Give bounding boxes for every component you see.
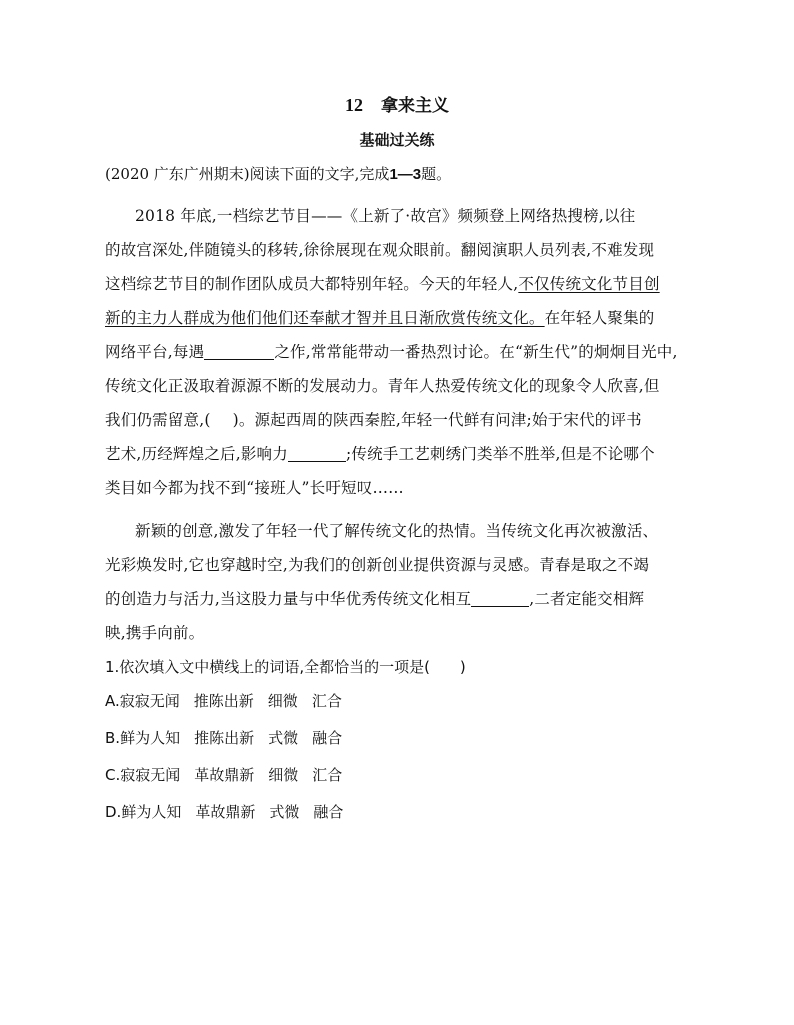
- passage-line: 映,携手向前。: [105, 624, 205, 642]
- page-title: [0, 91, 794, 116]
- passage-line: 2018 年底,一档综艺节目——《上新了·故宫》频频登上网络热搜榜,以往: [135, 207, 636, 225]
- passage-line: 我们仍需留意,( )。源起西周的陕西秦腔,年轻一代鲜有问津;始于宋代的评书: [105, 411, 642, 429]
- passage-line: 传统文化正汲取着源源不断的发展动力。青年人热爱传统文化的现象令人欣喜,但: [105, 377, 660, 395]
- option-d[interactable]: D.鲜为人知 革故鼎新 式微 融合: [105, 803, 344, 821]
- question-stem: 1.依次填入文中横线上的词语,全都恰当的一项是( ): [105, 658, 466, 676]
- passage-line: 的创造力与活力,当这股力量与中华优秀传统文化相互 ,二者定能交相辉: [105, 590, 645, 608]
- passage-line: 类目如今都为找不到“接班人”长吁短叹……: [105, 479, 404, 497]
- section-subtitle: 基础过关练: [359, 131, 435, 149]
- answer-blank[interactable]: [204, 344, 274, 361]
- answer-blank[interactable]: [471, 591, 529, 608]
- passage-line: 的故宫深处,伴随镜头的移转,徐徐展现在观众眼前。翻阅演职人员列表,不难发现: [105, 241, 655, 259]
- underlined-sentence: 不仅传统文化节目创: [518, 275, 660, 293]
- lesson-title: 拿来主义: [381, 96, 449, 116]
- answer-blank[interactable]: [288, 446, 346, 463]
- passage-line: 网络平台,每遇 之作,常常能带动一番热烈讨论。在“新生代”的炯炯目光中,: [105, 343, 678, 361]
- passage-line: 光彩焕发时,它也穿越时空,为我们的创新创业提供资源与灵感。青春是取之不竭: [105, 556, 650, 574]
- option-c[interactable]: C.寂寂无闻 革故鼎新 细微 汇合: [105, 766, 343, 784]
- passage-line: 艺术,历经辉煌之后,影响力 ;传统手工艺刺绣门类举不胜举,但是不论哪个: [105, 445, 655, 463]
- passage-line: 新颖的创意,激发了年轻一代了解传统文化的热情。当传统文化再次被激活、: [135, 522, 659, 540]
- passage-line: 这档综艺节目的制作团队成员大都特别年轻。今天的年轻人,不仅传统文化节目创: [105, 275, 660, 293]
- passage-line: 新的主力人群成为他们他们还奉献才智并且日渐欣赏传统文化。在年轻人聚集的: [105, 309, 655, 327]
- lesson-number: 12: [345, 95, 363, 115]
- option-b[interactable]: B.鲜为人知 推陈出新 式微 融合: [105, 729, 343, 747]
- underlined-sentence: 新的主力人群成为他们他们还奉献才智并且日渐欣赏传统文化。: [105, 309, 545, 327]
- instruction: (2020 广东广州期末)阅读下面的文字,完成1—3题。: [105, 165, 452, 183]
- source-note: (2020 广东广州期末): [105, 165, 250, 183]
- option-a[interactable]: A.寂寂无闻 推陈出新 细微 汇合: [105, 692, 342, 710]
